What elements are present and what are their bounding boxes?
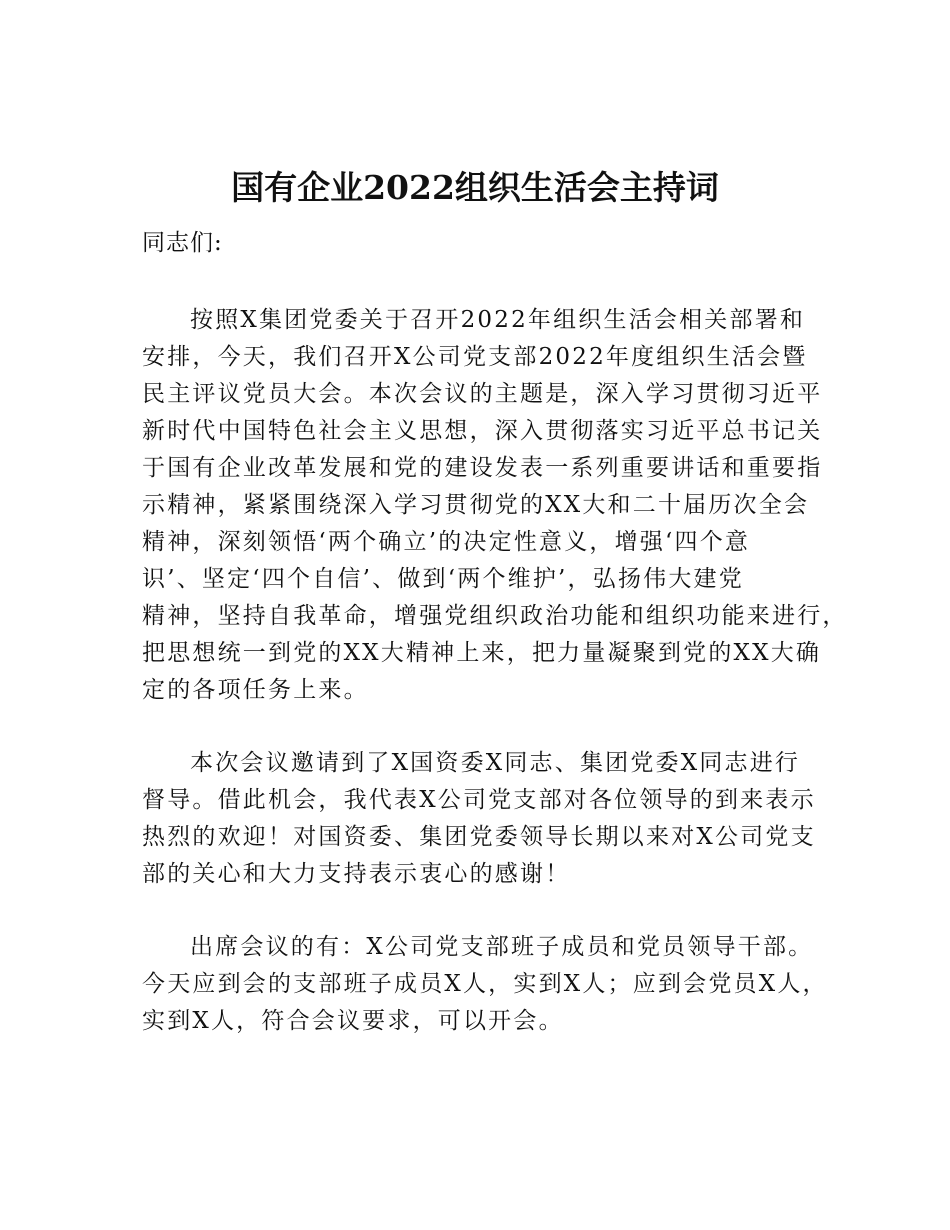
paragraph-line: 出席会议的有：X公司党支部班子成员和党员领导干部。 — [190, 934, 814, 960]
paragraph-line: 督导。借此机会，我代表X公司党支部对各位领导的到来表示 — [142, 787, 816, 813]
paragraph-line: 热烈的欢迎！对国资委、集团党委领导长期以来对X公司党支 — [142, 824, 816, 850]
paragraph-line: 本次会议邀请到了X国资委X同志、集团党委X同志进行 — [190, 750, 801, 776]
paragraph-line: 今天应到会的支部班子成员X人，实到X人；应到会党员X人， — [142, 971, 828, 997]
paragraph-line: 精神，坚持自我革命，增强党组织政治功能和组织功能来进行， — [142, 603, 848, 629]
paragraph-line: 识’、坚定‘四个自信’、做到‘两个维护’，弘扬伟大建党 — [142, 566, 744, 592]
salutation: 同志们: — [142, 230, 223, 256]
paragraph-line: 民主评议党员大会。本次会议的主题是，深入学习贯彻习近平 — [142, 381, 823, 407]
paragraph-line: 定的各项任务上来。 — [142, 677, 369, 703]
paragraph-line: 新时代中国特色社会主义思想，深入贯彻落实习近平总书记关 — [142, 418, 823, 444]
paragraph-line: 实到X人，符合会议要求，可以开会。 — [142, 1008, 564, 1034]
document-title: 国有企业2022组织生活会主持词 — [231, 168, 719, 207]
paragraph-line: 部的关心和大力支持表示衷心的感谢！ — [142, 861, 571, 887]
paragraph-2 — [142, 745, 828, 893]
paragraph-1 — [142, 302, 848, 709]
paragraph-line: 于国有企业改革发展和党的建设发表一系列重要讲话和重要指 — [142, 455, 823, 481]
paragraph-line: 精神，深刻领悟‘两个确立’的决定性意义，增强‘四个意 — [142, 529, 751, 555]
paragraph-3 — [142, 929, 828, 1040]
paragraph-line: 安排，今天，我们召开X公司党支部2022年度组织生活会暨 — [142, 344, 808, 370]
document-body — [142, 225, 848, 1040]
paragraph-line: 示精神，紧紧围绕深入学习贯彻党的XX大和二十届历次全会 — [142, 492, 810, 518]
paragraph-line: 把思想统一到党的XX大精神上来，把力量凝聚到党的XX大确 — [142, 640, 822, 666]
paragraph-line: 按照X集团党委关于召开2022年组织生活会相关部署和 — [190, 307, 806, 333]
